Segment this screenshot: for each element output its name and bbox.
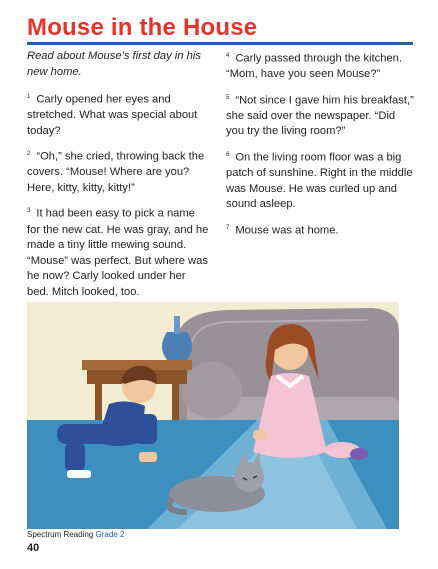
paragraph-text: “Not since I gave him his breakfast,” she said over the newspaper. “Did you try the living room?” [226, 94, 414, 138]
table-leg [172, 384, 179, 424]
paragraph-text: On the living room floor was a big patch of sunshine. Right in the middle was Mouse. He was curled up and sound asleep. [226, 151, 413, 211]
paragraph-text: Carly opened her eyes and stretched. What was special about today? [27, 93, 198, 137]
paragraph-text: Mouse was at home. [235, 224, 339, 237]
paragraph-text: Carly passed through the kitchen. “Mom, have you seen Mouse?” [226, 52, 403, 81]
paragraph-2 [27, 147, 209, 196]
couch-arm [182, 362, 242, 418]
paragraph-5 [226, 91, 416, 140]
page-title: Mouse in the House [27, 14, 258, 41]
paragraph-text: “Oh,” she cried, throwing back the covers. “Mouse! Where are you? Here, kitty, kitty, kitty!” [27, 150, 205, 194]
paragraph-number: 3 [27, 208, 31, 215]
series-name: Spectrum Reading [27, 530, 94, 539]
paragraph-6 [226, 148, 416, 213]
footer-credit [27, 530, 124, 539]
paragraph-number: 6 [226, 151, 230, 158]
page-number: 40 [27, 542, 40, 554]
paragraph-number: 5 [226, 94, 230, 101]
paragraph-number: 4 [226, 53, 230, 59]
table-leg [95, 384, 102, 424]
paragraph-number: 7 [226, 224, 230, 231]
left-column [27, 49, 209, 308]
paragraph-number: 1 [27, 94, 31, 100]
paragraph-3 [27, 204, 209, 300]
lamp-vase [162, 332, 192, 360]
right-column [226, 49, 416, 247]
intro-text: Read about Mouse’s first day in his new home. [27, 50, 201, 78]
paragraph-1 [27, 90, 209, 139]
title-rule [27, 42, 413, 45]
story-illustration [27, 302, 399, 529]
lamp-stem [174, 316, 180, 334]
paragraph-text: It had been easy to pick a name for the new cat. He was gray, and he made a tiny little mewing sound. “Mouse” was perfect. But where was he now? Carly looked under her bed. Mitch looked, too. [27, 208, 209, 298]
paragraph-7 [226, 221, 416, 239]
paragraph-4 [226, 49, 416, 83]
grade-level: Grade 2 [95, 530, 125, 539]
paragraph-number: 2 [27, 151, 31, 158]
